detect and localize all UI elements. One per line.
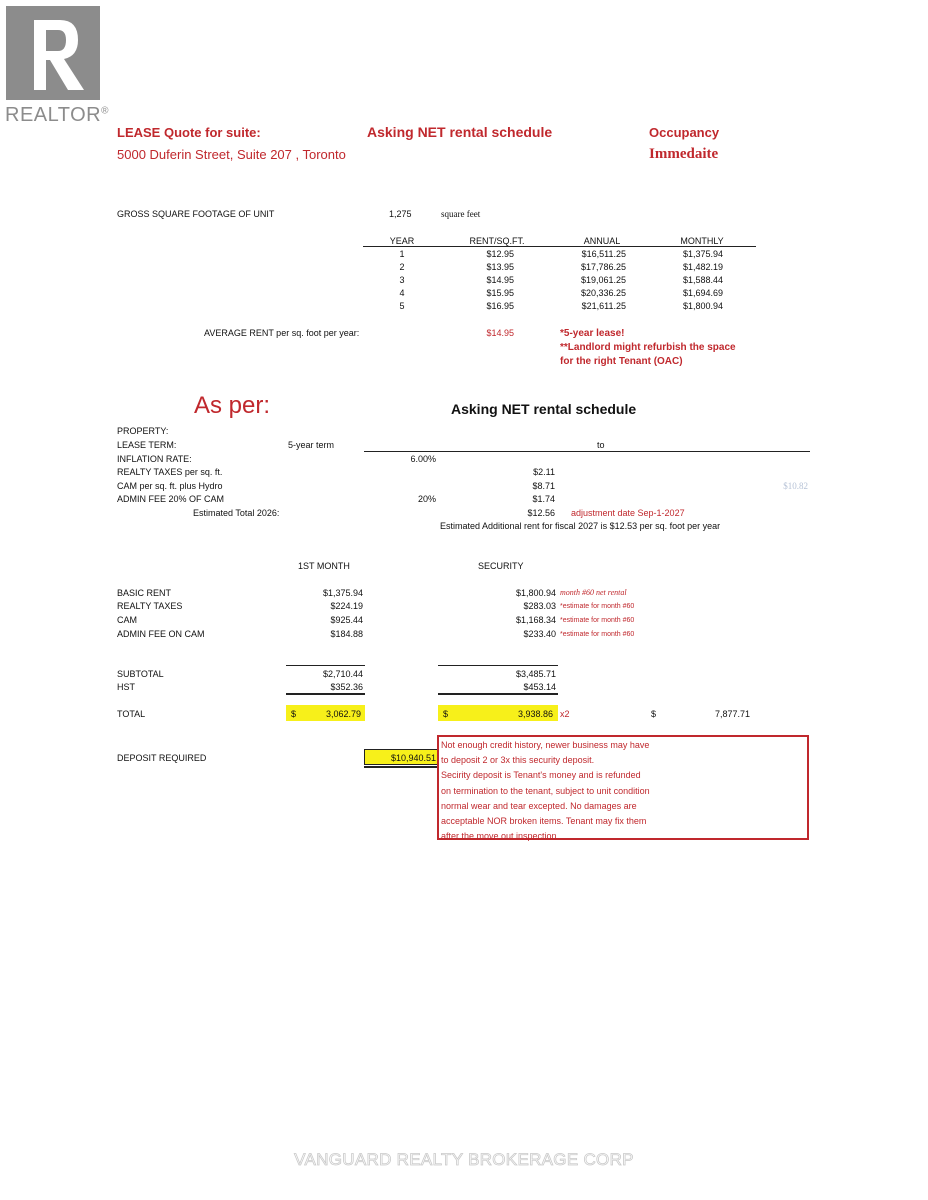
table-row-year: 1 [399, 249, 405, 259]
total-security-currency: $ [443, 709, 449, 719]
deposit-note-line: normal wear and tear excepted. No damages are [441, 800, 637, 811]
additional-rent-note: Estimated Additional rent for fiscal 2027 is $12.53 per sq. foot per year [440, 521, 721, 531]
hst-label: HST [117, 682, 135, 692]
hst-security: $453.14 [523, 682, 556, 692]
total-extra-currency: $ [651, 709, 657, 719]
lease-term-value: 5-year term [288, 440, 335, 450]
deposit-note-line: on termination to the tenant, subject to unit condition [441, 785, 650, 796]
deposit-note-line: Secirity deposit is Tenant's money and is refunded [441, 770, 641, 781]
schedule-title: Asking NET rental schedule [367, 124, 553, 140]
occupancy-value: Immedaite [649, 146, 719, 162]
average-rent-value: $14.95 [486, 328, 514, 338]
admin-fee-pct: 20% [417, 494, 436, 504]
footage-label: GROSS SQUARE FOOTAGE OF UNIT [117, 209, 275, 219]
deposit-note-box [437, 735, 809, 840]
rent-header-rule [363, 246, 756, 247]
inflation-label: INFLATION RATE: [117, 454, 192, 464]
subtotal-first-rule [286, 665, 365, 666]
rent-header-annual: ANNUAL [583, 236, 621, 246]
est-total-value: $12.56 [527, 508, 555, 518]
table-row-rate: $14.95 [486, 275, 514, 285]
lease-notes [560, 327, 736, 369]
table-row-first: $1,375.94 [322, 588, 363, 598]
table-row-annual: $16,511.25 [581, 249, 626, 259]
total-label: TOTAL [117, 709, 146, 719]
table-row-monthly: $1,588.44 [682, 275, 723, 285]
first-month-header: 1ST MONTH [298, 561, 350, 571]
rent-header-monthly: MONTHLY [680, 236, 724, 246]
deposit-note-line: Not enough credit history, newer business may have [441, 740, 650, 750]
table-row-annual: $19,061.25 [580, 275, 626, 285]
table-row-note: month #60 net rental [560, 588, 627, 597]
brokerage-watermark: VANGUARD REALTY BROKERAGE CORP [294, 1150, 634, 1169]
total-security-value: 3,938.86 [517, 709, 553, 719]
rent-header-rate: RENT/SQ.FT. [469, 236, 525, 246]
occupancy-label: Occupancy [649, 125, 720, 140]
subtotal-security-rule [438, 665, 558, 666]
table-row-annual: $21,611.25 [581, 301, 626, 311]
table-row-rate: $15.95 [486, 288, 514, 298]
subtotal-first: $2,710.44 [322, 669, 363, 679]
footage-unit: square feet [441, 209, 481, 219]
table-row-security: $283.03 [523, 601, 556, 611]
quote-label: LEASE Quote for suite: [117, 125, 261, 140]
table-row-year: 2 [399, 262, 405, 272]
total-extra-value: 7,877.71 [714, 709, 750, 719]
table-row-year: 4 [399, 288, 405, 298]
table-row-first: $925.44 [330, 615, 363, 625]
table-row-year: 3 [399, 275, 405, 285]
taxes-value: $2.11 [533, 467, 555, 477]
as-per-schedule-title: Asking NET rental schedule [451, 401, 637, 417]
table-row-monthly: $1,482.19 [682, 262, 723, 272]
property-address: 5000 Duferin Street, Suite 207 , Toronto [117, 147, 346, 162]
table-row-note: *estimate for month #60 [560, 603, 635, 610]
total-first-value: 3,062.79 [325, 709, 361, 719]
as-per-title: As per: [194, 392, 271, 419]
hst-first: $352.36 [330, 682, 363, 692]
table-row-first: $184.88 [330, 629, 363, 639]
table-row-label: REALTY TAXES [117, 601, 183, 611]
average-rent-label: AVERAGE RENT per sq. foot per year: [204, 328, 360, 338]
table-row-label: BASIC RENT [117, 588, 172, 598]
table-row-annual: $17,786.25 [580, 262, 626, 272]
lease-note: **Landlord might refurbish the space [560, 342, 736, 353]
table-row-first: $224.19 [330, 601, 363, 611]
security-multiplier: x2 [560, 709, 570, 719]
taxes-label: REALTY TAXES per sq. ft. [117, 467, 223, 477]
table-row-annual: $20,336.25 [580, 288, 626, 298]
security-header: SECURITY [478, 561, 524, 571]
subtotal-label: SUBTOTAL [117, 669, 164, 679]
cam-value: $8.71 [532, 481, 555, 491]
lease-term-rule [364, 451, 810, 452]
table-row-security: $233.40 [523, 629, 556, 639]
property-label: PROPERTY: [117, 426, 169, 436]
deposit-note-line: after the move out inspection. [441, 831, 560, 842]
admin-fee-value: $1.74 [532, 494, 555, 504]
deposit-label: DEPOSIT REQUIRED [117, 753, 207, 763]
footage-value: 1,275 [389, 209, 412, 219]
rent-header-year: YEAR [389, 236, 415, 246]
admin-fee-label: ADMIN FEE 20% OF CAM [117, 494, 225, 504]
registered-mark: ® [101, 105, 109, 117]
table-row-year: 5 [399, 301, 405, 311]
lease-note: *5-year lease! [560, 328, 625, 339]
table-row-label: CAM [117, 615, 137, 625]
table-row-monthly: $1,800.94 [682, 301, 723, 311]
realtor-r-icon [6, 6, 100, 100]
deposit-value: $10,940.51 [390, 753, 436, 763]
table-row-note: *estimate for month #60 [560, 617, 635, 624]
deposit-note-line: acceptable NOR broken items. Tenant may fix them [441, 816, 647, 827]
table-row-note: *estimate for month #60 [560, 631, 635, 638]
table-row-rate: $16.95 [486, 301, 514, 311]
realtor-wordmark: REALTOR [5, 104, 102, 126]
lease-note: for the right Tenant (OAC) [560, 356, 683, 367]
cam-side-value: $10.82 [783, 481, 808, 491]
cam-label: CAM per sq. ft. plus Hydro [117, 481, 223, 491]
table-row-security: $1,168.34 [515, 615, 556, 625]
table-row-rate: $12.95 [486, 249, 514, 259]
hst-security-rule [438, 693, 558, 695]
table-row-monthly: $1,375.94 [682, 249, 723, 259]
adjustment-note: adjustment date Sep-1-2027 [571, 508, 685, 518]
table-row-label: ADMIN FEE ON CAM [117, 629, 205, 639]
subtotal-security: $3,485.71 [515, 669, 556, 679]
inflation-value: 6.00% [410, 454, 436, 464]
deposit-rule [364, 766, 438, 768]
table-row-security: $1,800.94 [515, 588, 556, 598]
hst-first-rule [286, 693, 365, 695]
total-first-currency: $ [291, 709, 297, 719]
lease-term-to: to [597, 440, 605, 450]
deposit-note-line: to deposit 2 or 3x this security deposit. [441, 755, 595, 766]
table-row-monthly: $1,694.69 [682, 288, 723, 298]
est-total-label: Estimated Total 2026: [193, 508, 280, 518]
lease-term-label: LEASE TERM: [117, 440, 177, 450]
table-row-rate: $13.95 [486, 262, 514, 272]
